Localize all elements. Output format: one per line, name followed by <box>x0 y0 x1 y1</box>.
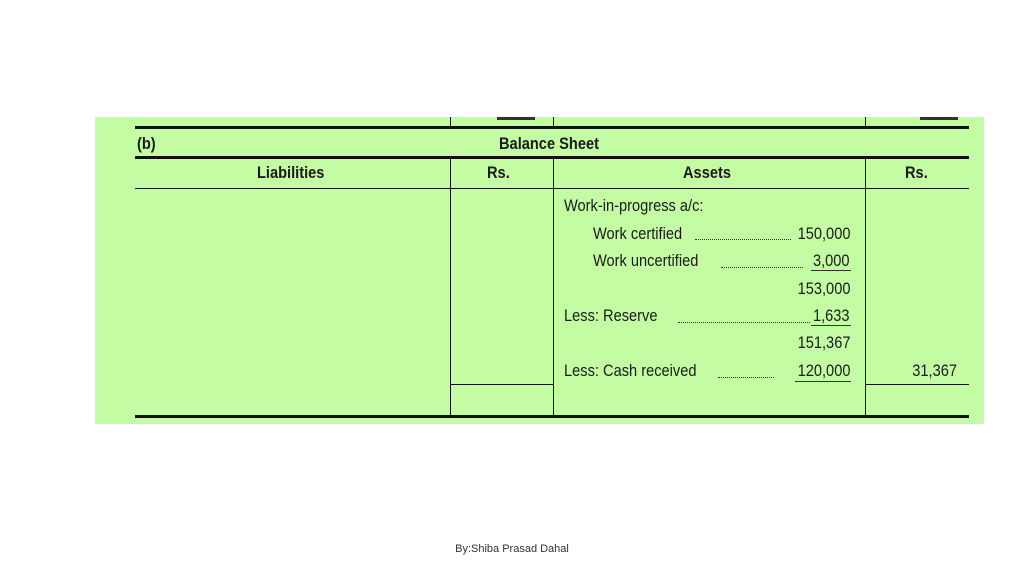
less-cash-label: Less: Cash received <box>564 361 697 380</box>
work-certified-value: 150,000 <box>797 224 850 243</box>
total-value: 31,367 <box>912 361 957 380</box>
leader-dots <box>721 267 803 268</box>
balance-sheet-panel <box>95 117 984 424</box>
header-rs-left: Rs. <box>487 163 510 182</box>
total-rule-left <box>450 384 554 385</box>
work-certified-label: Work certified <box>593 224 683 243</box>
leader-dots <box>695 239 791 240</box>
header-liabilities: Liabilities <box>257 163 325 182</box>
wip-label: Work-in-progress a/c: <box>564 196 704 215</box>
title-rule <box>135 156 969 159</box>
work-uncertified-value: 3,000 <box>813 251 850 270</box>
cropped-value <box>920 117 958 120</box>
column-divider <box>450 159 451 416</box>
header-rule <box>135 188 969 189</box>
underline <box>811 270 851 271</box>
underline <box>795 381 851 382</box>
underline <box>811 325 851 326</box>
work-uncertified-label: Work uncertified <box>593 251 699 270</box>
less-reserve-label: Less: Reserve <box>564 306 658 325</box>
column-divider <box>865 159 866 416</box>
leader-dots <box>718 377 774 378</box>
header-assets: Assets <box>683 163 731 182</box>
reserve-value: 1,633 <box>813 306 850 325</box>
subtotal-2: 151,367 <box>797 333 850 352</box>
top-rule <box>135 126 969 129</box>
author-footer: By:Shiba Prasad Dahal <box>455 543 569 555</box>
header-rs-right: Rs. <box>905 163 928 182</box>
table-title: Balance Sheet <box>499 134 599 153</box>
leader-dots <box>678 322 810 323</box>
total-rule-right <box>866 384 969 385</box>
cash-value: 120,000 <box>797 361 850 380</box>
section-label: (b) <box>137 134 156 153</box>
column-divider <box>553 159 554 416</box>
cropped-value <box>497 117 535 120</box>
bottom-rule <box>135 415 969 418</box>
subtotal-1: 153,000 <box>797 279 850 298</box>
